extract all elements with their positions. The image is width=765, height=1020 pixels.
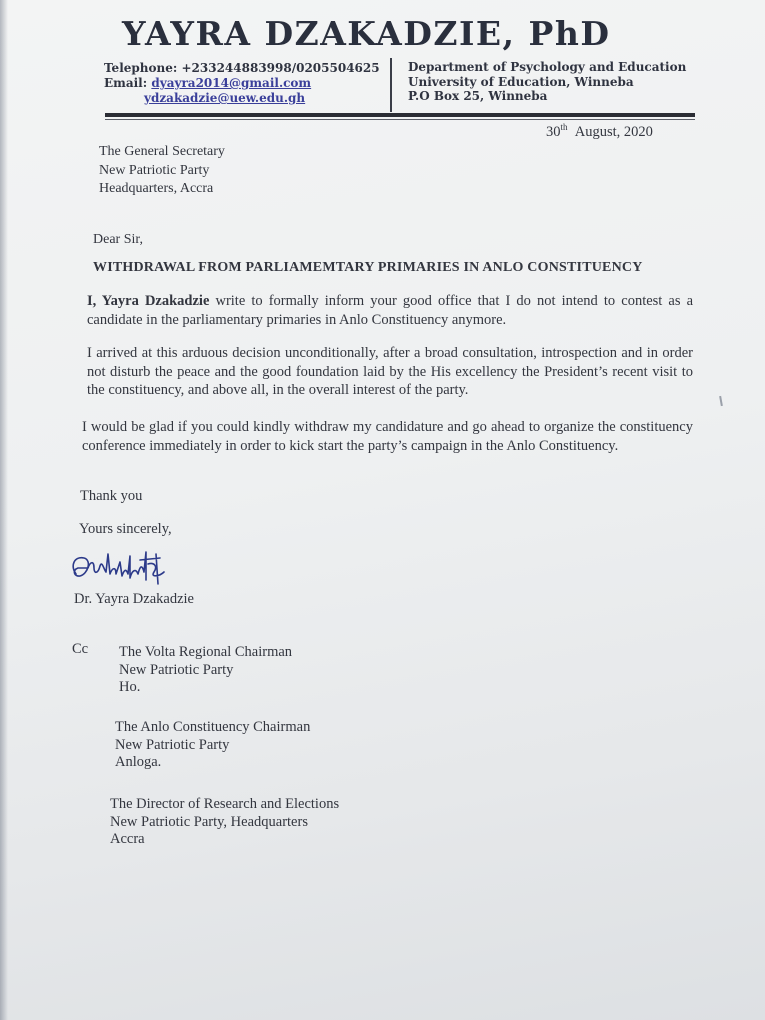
university-line: University of Education, Winneba — [408, 74, 634, 89]
paragraph-1-text: write to formally inform your good office that I do not intend to contest as a candidate in the parliamentary primaries in Anlo Constituency anymore. — [87, 293, 694, 328]
date-suffix: th — [560, 122, 568, 132]
cc-recipient-location: Anloga. — [115, 754, 162, 770]
cc-recipient-location: Accra — [110, 831, 145, 847]
cc-recipient-party: New Patriotic Party — [115, 736, 230, 753]
letterhead-rule-thick — [105, 113, 695, 117]
yours-sincerely-line: Yours sincerely, — [79, 521, 172, 537]
email-line-2 — [104, 91, 380, 106]
body-paragraph-2: I arrived at this arduous decision unconditionally, after a broad consultation, introspection and in order not disturb the peace and the good foundation laid by the His excellency the President’s recent visit to the constituency, and above all, in the overall interest of the party. — [87, 345, 693, 398]
po-box-line: P.O Box 25, Winneba — [408, 89, 548, 103]
cc-recipient-title: The Director of Research and Elections — [110, 796, 340, 812]
email-link-secondary[interactable]: ydzakadzie@uew.edu.gh — [144, 91, 306, 105]
letter-date — [546, 122, 653, 141]
cc-recipient — [119, 644, 292, 697]
subject-line: WITHDRAWAL FROM PARLIAMEMTARY PRIMARIES IN ANLO CONSTITUENCY — [93, 260, 643, 275]
letterhead-rule-thin — [105, 119, 695, 120]
thank-you-line: Thank you — [80, 488, 143, 504]
letterhead-contact — [104, 61, 380, 106]
cc-label: Cc — [72, 641, 89, 657]
body-paragraph-1 — [87, 292, 693, 329]
recipient-line-3: Headquarters, Accra — [99, 181, 214, 196]
email-label: Email: — [104, 76, 148, 90]
handwritten-signature — [68, 544, 178, 596]
body-paragraph-3: I would be glad if you could kindly withdraw my candidature and go ahead to organize the constituency conference immediately in order to kick start the party’s campaign in the Anlo Constituency. — [82, 419, 693, 454]
recipient-address — [99, 143, 225, 199]
cc-recipient — [110, 796, 339, 849]
department-line: Department of Psychology and Education — [408, 60, 687, 74]
email-link-primary[interactable]: dyayra2014@gmail.com — [151, 76, 312, 90]
recipient-line-1: The General Secretary — [99, 144, 225, 159]
cc-recipient-title: The Volta Regional Chairman — [119, 644, 293, 660]
email-line — [104, 76, 380, 91]
recipient-line-2: New Patriotic Party — [99, 162, 210, 178]
letterhead-address — [408, 60, 686, 104]
cc-recipient — [115, 719, 310, 772]
signer-name: Dr. Yayra Dzakadzie — [74, 591, 194, 607]
salutation: Dear Sir, — [93, 232, 143, 247]
date-day: 30 — [546, 123, 561, 140]
cc-recipient-party: New Patriotic Party — [119, 661, 234, 678]
cc-recipient-title: The Anlo Constituency Chairman — [115, 719, 311, 735]
page-edge-shadow — [0, 0, 8, 1020]
cc-recipient-location: Ho. — [119, 679, 141, 695]
letterhead-divider — [390, 58, 392, 112]
writer-name-bold: I, Yayra Dzakadzie — [87, 293, 210, 309]
pen-mark — [719, 396, 723, 406]
date-rest: August, 2020 — [574, 123, 653, 140]
letterhead-name: YAYRA DZAKADZIE, PhD — [122, 14, 611, 53]
cc-recipient-party: New Patriotic Party, Headquarters — [110, 813, 308, 830]
telephone-line: Telephone: +233244883998/0205504625 — [104, 61, 380, 75]
